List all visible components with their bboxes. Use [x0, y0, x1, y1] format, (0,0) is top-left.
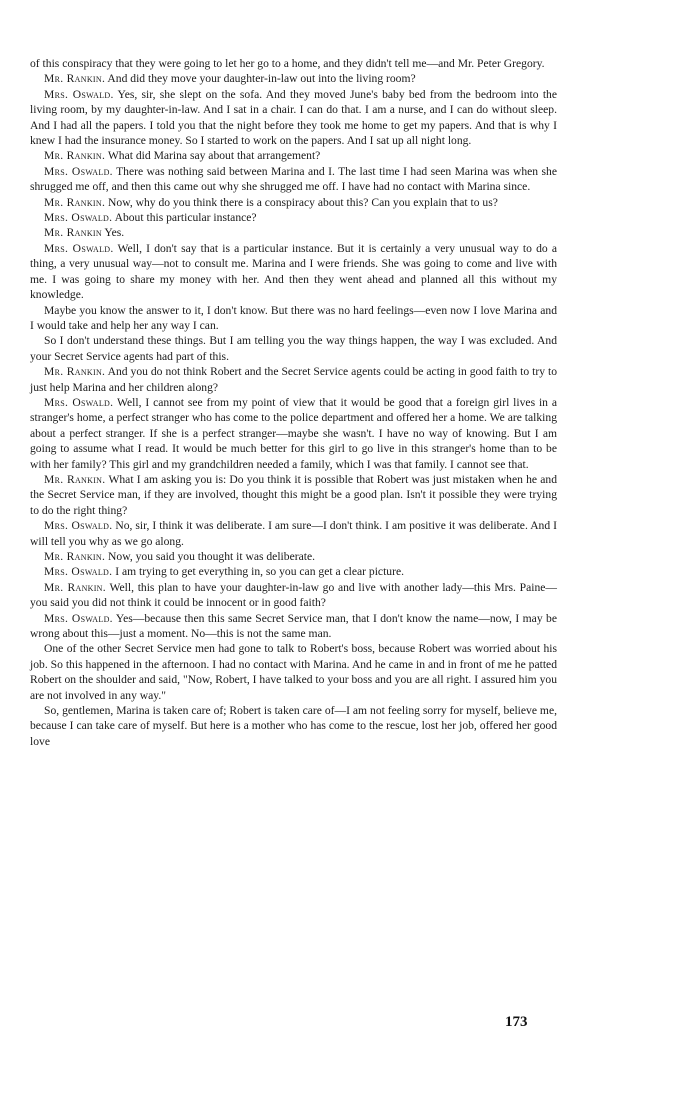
paragraph-text: of this conspiracy that they were going to let her go to a home, and they didn't tell me—and Mr. Peter Gregory. [30, 57, 545, 70]
paragraph [30, 564, 557, 579]
paragraph-text: About this particular instance? [112, 211, 257, 225]
speaker-name: Mr. Rankin [44, 226, 102, 240]
paragraph-text: One of the other Secret Service men had gone to talk to Robert's boss, because Robert was worried about his job. So this happened in the afternoon. I had no contact with Marina. And he came in and in front of me he patted Robert on the shoulder and said, "Now, Robert, I have talked to your boss and you are all right. I assured him you are not involved in any way." [30, 642, 557, 702]
paragraph-text: Well, this plan to have your daughter-in-law go and live with another lady—this Mrs. Paine—you said you did not think it could be innocent or in good faith? [30, 580, 557, 610]
speaker-name: Mr. Rankin. [44, 550, 106, 563]
paragraph [30, 611, 557, 642]
paragraph [30, 164, 557, 195]
paragraph-text: What did Marina say about that arrangement? [105, 149, 321, 163]
paragraph [30, 395, 557, 472]
paragraph-text: Well, I don't say that is a particular instance. But it is certainly a very unusual way to do a thing, a very unusual way—not to consult me. Marina and I were friends. She was going to come and live with me. I was going to share my money with her. And then they went ahead and planned all this without my knowledge. [30, 241, 557, 302]
speaker-name: Mrs. Oswald. [44, 565, 113, 579]
paragraph [30, 549, 557, 564]
speaker-name: Mrs. Oswald. [44, 87, 114, 101]
paragraph [30, 210, 557, 225]
paragraph-text: And you do not think Robert and the Secret Service agents could be acting in good faith to try to just help Marina and her children along? [30, 365, 557, 394]
transcript-body [30, 56, 557, 749]
paragraph [30, 87, 557, 149]
speaker-name: Mr. Rankin. [44, 149, 106, 163]
paragraph-text: Yes—because then this same Secret Service man, that I don't know the name—now, I may be wrong about this—just a moment. No—this is not the same man. [30, 611, 558, 641]
paragraph [30, 364, 557, 395]
paragraph [30, 241, 557, 303]
paragraph [30, 641, 557, 703]
paragraph-text: What I am asking you is: Do you think it is possible that Robert was just mistaken when he and the Secret Service man, if they are involved, thought this might be a good plan. Isn't it possible they were trying to do the right thing? [30, 472, 557, 517]
paragraph-text: No, sir, I think it was deliberate. I am sure—I don't think. I am positive it was deliberate. And I will tell you why as we go along. [30, 519, 557, 548]
paragraph [30, 703, 557, 749]
speaker-name: Mr. Rankin. [44, 365, 106, 379]
speaker-name: Mrs. Oswald. [44, 241, 114, 255]
speaker-name: Mrs. Oswald. [44, 395, 114, 409]
paragraph-text: Well, I cannot see from my point of view that it would be good that a foreign girl lives in a stranger's home, a perfect stranger who has come to the police department and offered her a home. We are talking about a perfect stranger. If she is a perfect stranger—maybe she wasn't. I have no way of knowing. But I am going to assume what I read. It would be much better for this girl to go live in this stranger's home than to be with her family? This girl and my grandchildren needed a family, which I was that family. I cannot see that. [30, 395, 557, 471]
speaker-name: Mr. Rankin. [44, 472, 106, 486]
paragraph [30, 225, 557, 240]
paragraph [30, 71, 557, 86]
paragraph [30, 518, 557, 549]
paragraph-text: Now, why do you think there is a conspiracy about this? Can you explain that to us? [105, 195, 498, 209]
paragraph [30, 148, 557, 163]
paragraph-text: I am trying to get everything in, so you can get a clear picture. [112, 565, 405, 579]
paragraph-text: Maybe you know the answer to it, I don't know. But there was no hard feelings—even now I love Marina and I would take and help her any way I can. [30, 303, 557, 332]
paragraph [30, 333, 557, 364]
paragraph [30, 56, 557, 71]
paragraph [30, 472, 557, 518]
paragraph-text: Now, you said you thought it was deliberate. [105, 550, 315, 563]
paragraph-text: There was nothing said between Marina and I. The last time I had seen Marina was when she shrugged me off, and then this came out why she shrugged me off. I have had no contact with Marina since. [30, 164, 557, 194]
speaker-name: Mr. Rankin. [44, 72, 106, 86]
paragraph-text: Yes, sir, she slept on the sofa. And they moved June's baby bed from the bedroom into the living room, by my daughter-in-law. And I sat in a chair. I can do that. I am a nurse, and I can do without sleep. And I had all the papers. I told you that the night before they took me home to get my papers. And that is why I knew I had the insurance money. So I started to work on the papers. And I sat up all night long. [30, 87, 557, 148]
speaker-name: Mrs. Oswald. [44, 164, 113, 178]
paragraph-text: And did they move your daughter-in-law out into the living room? [105, 72, 416, 86]
speaker-name: Mrs. Oswald. [44, 211, 113, 225]
paragraph [30, 303, 557, 334]
paragraph-text: Yes. [101, 226, 125, 240]
page-number: 173 [505, 1014, 528, 1030]
paragraph [30, 195, 557, 210]
paragraph-text: So, gentlemen, Marina is taken care of; Robert is taken care of—I am not feeling sorry for myself, believe me, because I can take care of myself. But here is a mother who has come to the rescue, lost her job, offered her good love [30, 704, 557, 748]
speaker-name: Mrs. Oswald. [44, 611, 113, 625]
speaker-name: Mr. Rankin. [44, 580, 106, 594]
speaker-name: Mrs. Oswald. [44, 519, 113, 533]
paragraph [30, 580, 557, 611]
speaker-name: Mr. Rankin. [44, 195, 106, 209]
paragraph-text: So I don't understand these things. But I am telling you the way things happen, the way I was excluded. And your Secret Service agents had part of this. [30, 334, 557, 363]
